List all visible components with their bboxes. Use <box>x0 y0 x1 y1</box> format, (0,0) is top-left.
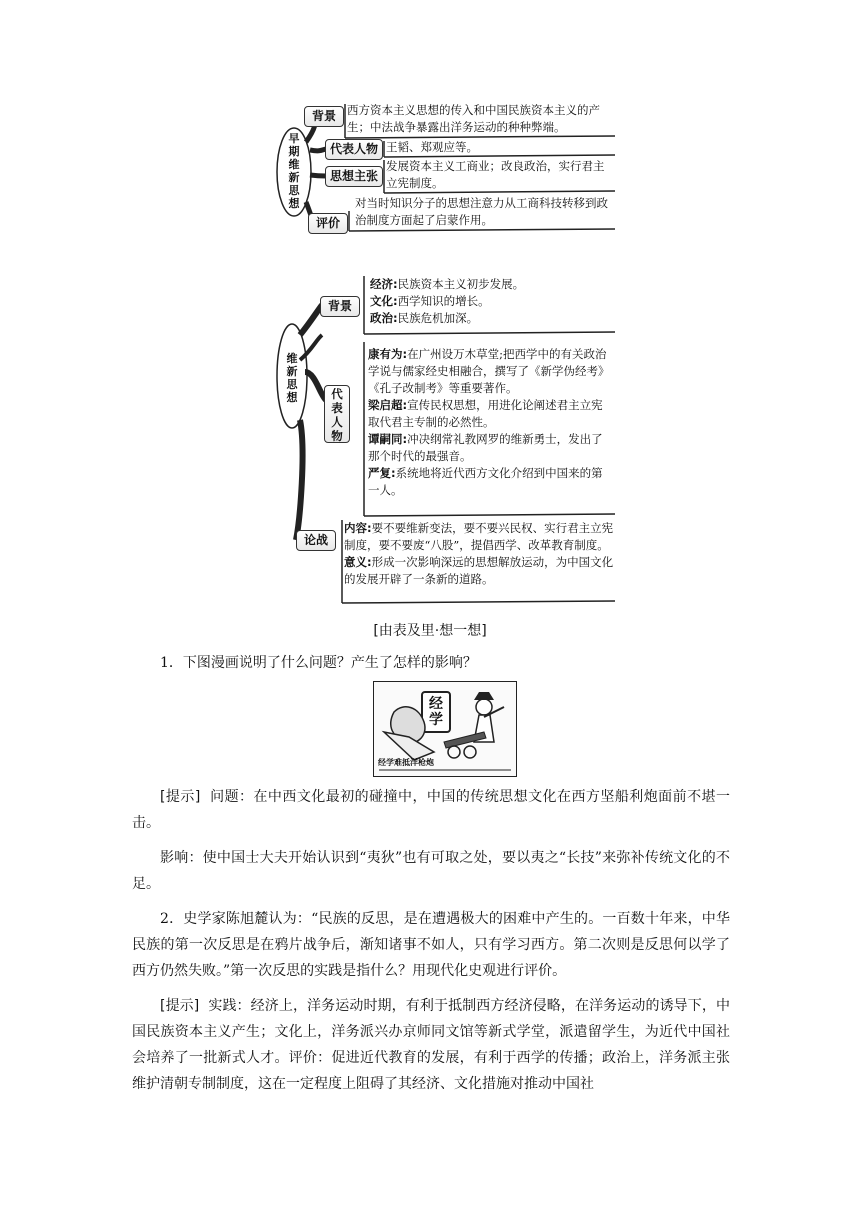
diagram1-text-evaluation: 对当时知识分子的思想注意力从工商科技转移到政治制度方面起了启蒙作用。 <box>355 196 608 227</box>
question-1: 1．下图漫画说明了什么问题？产生了怎样的影响？ <box>160 655 477 671</box>
diagram1-tag-people: 代表人物 <box>325 139 383 160</box>
diagram1-text-ideas: 发展资本主义工商业；改良政治，实行君主立宪制度。 <box>386 159 605 190</box>
people-item: 谭嗣同:冲决纲常礼教网罗的维新勇士，发出了那个时代的最强音。 <box>368 432 603 463</box>
diagram2-tag-background: 背景 <box>320 296 360 317</box>
hint-label: [提示] <box>160 998 200 1014</box>
people-item: 梁启超:宣传民权思想，用进化论阐述君主立宪取代君主专制的必然性。 <box>368 398 603 429</box>
diagram1-text-people: 王韬、郑观应等。 <box>386 140 478 154</box>
hint-label: [提示] <box>160 789 201 805</box>
diagram2-background-list <box>370 276 610 327</box>
background-item: 政治:民族危机加深。 <box>370 311 479 325</box>
cartoon-caption: 经学难抵洋枪炮 <box>378 758 434 767</box>
diagram2-tag-people: 代表人物 <box>324 385 350 443</box>
question-2: 2．史学家陈旭麓认为：“民族的反思，是在遭遇极大的困难中产生的。一百数十年来，中华民族的第一次反思是在鸦片战争后，渐知诸事不如人，只有学习西方。第二次则是反思何以学了西方仍然失败。”第一次反思的实践是指什么？用现代化史观进行评价。 <box>132 911 730 979</box>
diagram1-text-background: 西方资本主义思想的传入和中国民族资本主义的产生；中法战争暴露出洋务运动的种种弊端。 <box>347 103 600 134</box>
background-item: 经济:民族资本主义初步发展。 <box>370 277 525 291</box>
people-item: 严复:系统地将近代西方文化介绍到中国来的第一人。 <box>368 466 603 497</box>
diagram1-tag-background: 背景 <box>304 106 344 127</box>
hint-2: [提示] 实践：经济上，洋务运动时期，有利于抵制西方经济侵略，在洋务运动的诱导下，中国民族资本主义产生；文化上，洋务派兴办京师同文馆等新式学堂，派遣留学生，为近代中国社会培养了一批新式人才。评价：促进近代教育的发展，有利于西学的传播；政治上，洋务派主张维护清朝专制制度，这在一定程度上阻碍了其经济、文化措施对推动中国社 <box>132 998 730 1092</box>
section-title: [由表及里·想一想] <box>373 623 487 639</box>
debate-item: 意义:形成一次影响深远的思想解放运动，为中国文化的发展开辟了一条新的道路。 <box>344 555 614 586</box>
hint-1-impact: 影响：使中国士大夫开始认识到“夷狄”也有可取之处，要以夷之“长技”来弥补传统文化的不足。 <box>132 850 730 892</box>
hint-1-problem: [提示] 问题：在中西文化最初的碰撞中，中国的传统思想文化在西方坚船利炮面前不堪一击。 <box>132 789 730 831</box>
diagram2-topic: 维新思想 <box>286 352 298 404</box>
diagram2-people-list <box>368 346 608 499</box>
people-item: 康有为:在广州设万木草堂;把西学中的有关政治学说与儒家经史相融合，撰写了《新学伪经考》《孔子改制考》等重要著作。 <box>368 347 607 395</box>
diagram1-topic: 早期维新思想 <box>288 132 300 210</box>
diagram1-tag-ideas: 思想主张 <box>325 166 383 187</box>
diagram2-tag-debate: 论战 <box>296 530 336 551</box>
debate-item: 内容:要不要维新变法，要不要兴民权、实行君主立宪制度，要不要废“八股”，提倡西学、改革教育制度。 <box>344 521 614 552</box>
diagram2-debate-list <box>344 520 616 588</box>
background-item: 文化:西学知识的增长。 <box>370 294 490 308</box>
diagram1-tag-evaluation: 评价 <box>308 213 348 234</box>
cartoon-image <box>373 681 517 777</box>
cartoon-book-word: 经学 <box>429 696 443 728</box>
